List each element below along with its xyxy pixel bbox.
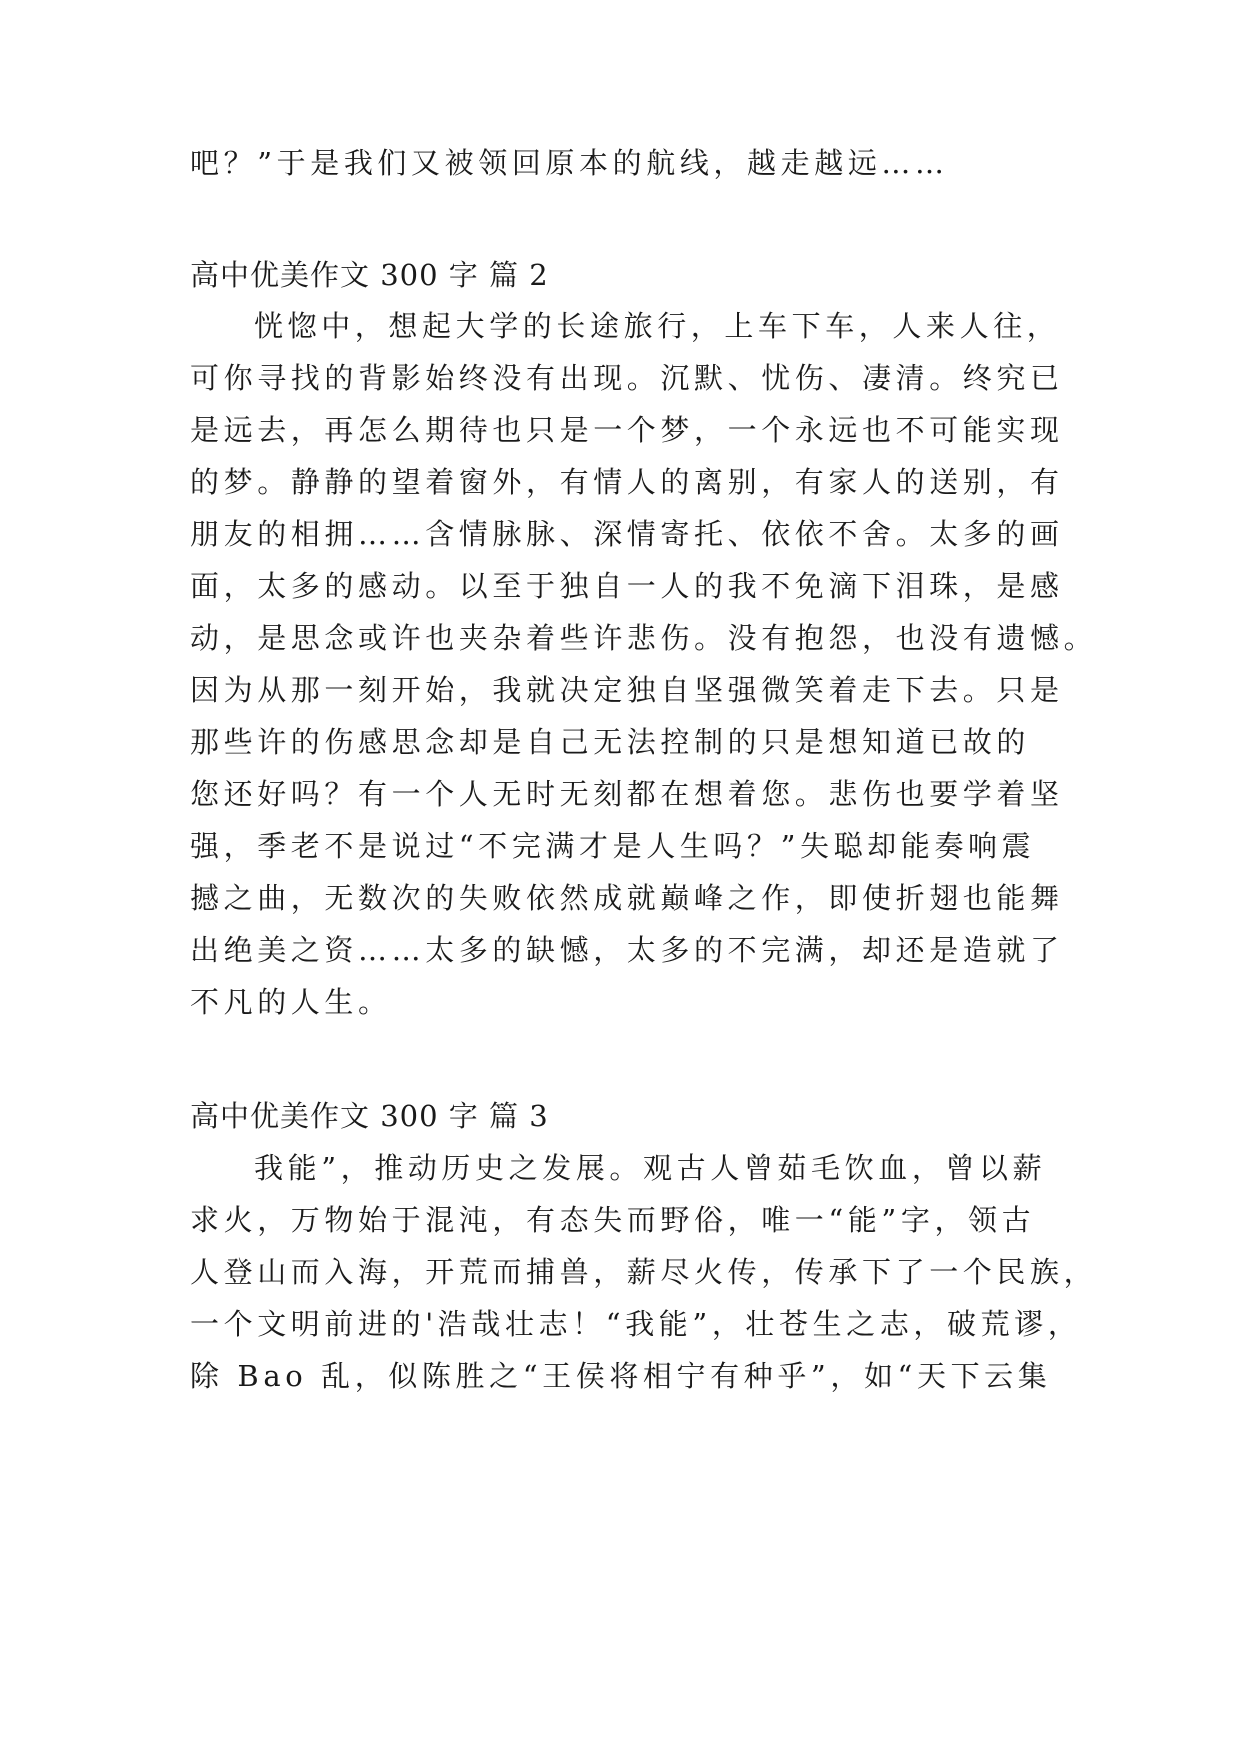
paragraph-line: 您还好吗？有一个人无时无刻都在想着您。悲伤也要学着坚	[190, 777, 1064, 811]
section-heading: 高中优美作文 300 字 篇 2	[190, 258, 549, 292]
section-heading: 高中优美作文 300 字 篇 3	[190, 1099, 549, 1133]
paragraph-line: 不凡的人生。	[190, 985, 392, 1019]
paragraph-line: 因为从那一刻开始，我就决定独自坚强微笑着走下去。只是	[190, 673, 1064, 707]
paragraph-line: 我能”，推动历史之发展。观古人曾茹毛饮血，曾以薪	[254, 1151, 1047, 1185]
paragraph-line: 人登山而入海，开荒而捕兽，薪尽火传，传承下了一个民族，	[190, 1255, 1098, 1289]
paragraph-line: 那些许的伤感思念却是自己无法控制的只是想知道已故的	[190, 725, 1031, 759]
paragraph-line: 面，太多的感动。以至于独自一人的我不免滴下泪珠，是感	[190, 569, 1064, 603]
paragraph-line: 强，季老不是说过“不完满才是人生吗？”失聪却能奏响震	[190, 829, 1036, 863]
paragraph-line: 动，是思念或许也夹杂着些许悲伤。没有抱怨，也没有遗憾。	[190, 621, 1098, 655]
paragraph-line: 的梦。静静的望着窗外，有情人的离别，有家人的送别，有	[190, 465, 1064, 499]
paragraph-line: 除 Bao 乱，似陈胜之“王侯将相宁有种乎”，如“天下云集	[190, 1359, 1052, 1393]
paragraph-line: 撼之曲，无数次的失败依然成就巅峰之作，即使折翅也能舞	[190, 881, 1064, 915]
opening-line: 吧？”于是我们又被领回原本的航线，越走越远……	[190, 146, 949, 180]
paragraph-line: 是远去，再怎么期待也只是一个梦，一个永远也不可能实现	[190, 413, 1064, 447]
paragraph-line: 朋友的相拥……含情脉脉、深情寄托、依依不舍。太多的画	[190, 517, 1064, 551]
paragraph-line: 出绝美之资……太多的缺憾，太多的不完满，却还是造就了	[190, 933, 1064, 967]
paragraph-line: 一个文明前进的'浩哉壮志！“我能”，壮苍生之志，破荒谬，	[190, 1307, 1082, 1341]
paragraph-line: 恍惚中，想起大学的长途旅行，上车下车，人来人往，	[254, 309, 1061, 343]
paragraph-line: 可你寻找的背影始终没有出现。沉默、忧伤、凄清。终究已	[190, 361, 1064, 395]
paragraph-line: 求火，万物始于混沌，有态失而野俗，唯一“能”字，领古	[190, 1203, 1036, 1237]
